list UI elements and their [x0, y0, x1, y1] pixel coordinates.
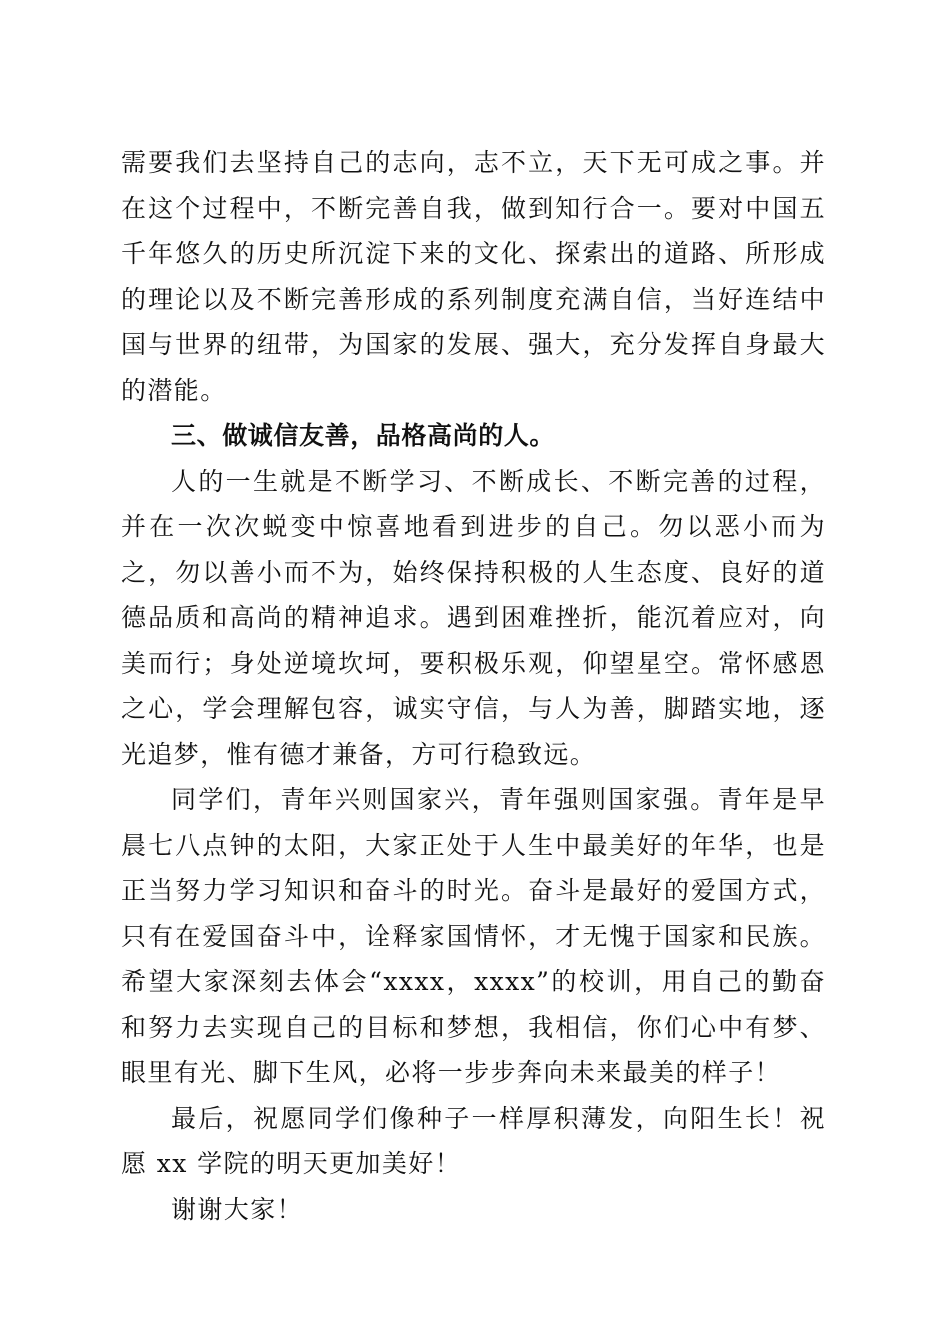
paragraph-continuation: 需要我们去坚持自己的志向，志不立，天下无可成之事。并在这个过程中，不断完善自我，做到知行合一。要对中国五千年悠久的历史所沉淀下来的文化、探索出的道路、所形成的理论以及不断完善形成的系列制度充满自信，当好连结中国与世界的纽带，为国家的发展、强大，充分发挥自身最大的潜能。 — [121, 148, 826, 405]
document-body — [121, 140, 826, 1232]
paragraph-character: 人的一生就是不断学习、不断成长、不断完善的过程，并在一次次蜕变中惊喜地看到进步的自己。勿以恶小而为之，勿以善小而不为，始终保持积极的人生态度、良好的道德品质和高尚的精神追求。遇到困难挫折，能沉着应对，向美而行；身处逆境坎坷，要积极乐观，仰望星空。常怀感恩之心，学会理解包容，诚实守信，与人为善，脚踏实地，逐光追梦，惟有德才兼备，方可行稳致远。 — [121, 466, 826, 769]
paragraph-wishes: 最后，祝愿同学们像种子一样厚积薄发，向阳生长！祝愿 xx 学院的明天更加美好！ — [121, 1103, 826, 1178]
section-heading: 三、做诚信友善，品格高尚的人。 — [171, 421, 556, 450]
paragraph-youth: 同学们，青年兴则国家兴，青年强则国家强。青年是早晨七八点钟的太阳，大家正处于人生中最美好的年华，也是正当努力学习知识和奋斗的时光。奋斗是最好的爱国方式，只有在爱国奋斗中，诠释家国情怀，才无愧于国家和民族。希望大家深刻去体会“xxxx，xxxx”的校训，用自己的勤奋和努力去实现自己的目标和梦想，我相信，你们心中有梦、眼里有光、脚下生风，必将一步步奔向未来最美的样子！ — [121, 785, 826, 1087]
paragraph-thanks: 谢谢大家！ — [171, 1194, 304, 1224]
